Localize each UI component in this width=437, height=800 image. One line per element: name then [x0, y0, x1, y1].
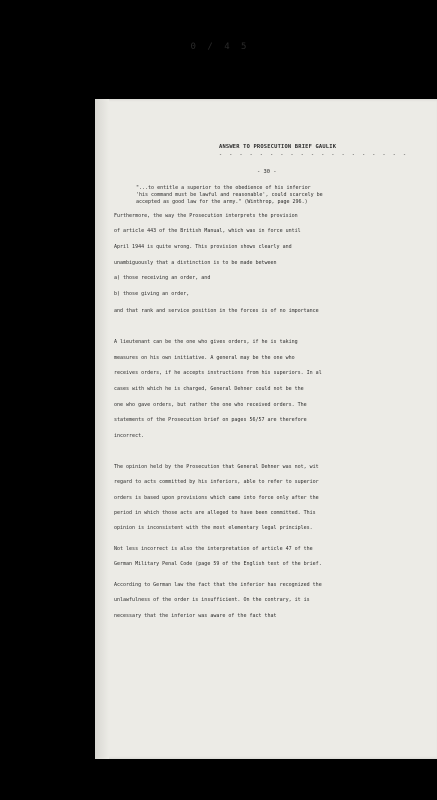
body-line: one who gave orders, but rather the one who received orders. The — [114, 402, 307, 408]
body-line: of article 443 of the British Manual, which was in force until — [114, 228, 301, 234]
quote-block — [136, 185, 323, 206]
body-line: necessary that the inferior was aware of the fact that — [114, 613, 277, 619]
body-line: Furthermore, the way the Prosecution interprets the provision — [114, 213, 298, 219]
body-line: receives orders, if he accepts instructions from his superiors. In al — [114, 370, 322, 376]
body-line: Not less incorrect is also the interpretation of article 47 of the — [114, 546, 313, 552]
quote-line: "...to entitle a superior to the obedience of his inferior — [136, 185, 311, 191]
body-line: unlawfulness of the order is insufficient. On the contrary, it is — [114, 597, 310, 603]
body-line: orders is based upon provisions which came into force only after the — [114, 495, 319, 501]
body-line: measures on his own initiative. A general may be the one who — [114, 355, 295, 361]
body-line: statements of the Prosecution brief on pages 56/57 are therefore — [114, 417, 307, 423]
body-line: unambiguously that a distinction is to be made between — [114, 260, 277, 266]
quote-line: accepted as good law for the army." (Winthrop, page 296.) — [136, 199, 308, 205]
body-line: regard to acts committed by his inferiors, able to refer to superior — [114, 479, 319, 485]
page-number: - 30 - — [257, 169, 277, 175]
body-line: b) those giving an order, — [114, 291, 190, 297]
document-page — [95, 99, 437, 759]
body-line: cases with which he is charged, General Dehner could not be the — [114, 386, 304, 392]
body-line: The opinion held by the Prosecution that General Dehner was not, wit — [114, 464, 319, 470]
body-line: According to German law the fact that the inferior has recognized the — [114, 582, 322, 588]
body-line: A lieutenant can be the one who gives orders, if he is taking — [114, 339, 298, 345]
body-line: a) those receiving an order, and — [114, 275, 211, 281]
film-frame-number: 0 / 4 5 — [190, 42, 250, 52]
body-line: opinion is inconsistent with the most elementary legal principles. — [114, 525, 313, 531]
body-line: period in which those acts are alleged to have been committed. This — [114, 510, 316, 516]
page-binding-edge — [95, 99, 109, 759]
body-line: German Military Penal Code (page 59 of the English text of the brief. — [114, 561, 322, 567]
header-underline: - - - - - - - - - - - - - - - - - - - — [219, 152, 409, 158]
body-line: incorrect. — [114, 433, 145, 439]
document-header: ANSWER TO PROSECUTION BRIEF GAULIK — [219, 144, 337, 150]
body-line: April 1944 is quite wrong. This provision shows clearly and — [114, 244, 292, 250]
quote-line: 'his command must be lawful and reasonable', could scarcely be — [136, 192, 323, 198]
body-line: and that rank and service position in the forces is of no importance — [114, 308, 319, 314]
